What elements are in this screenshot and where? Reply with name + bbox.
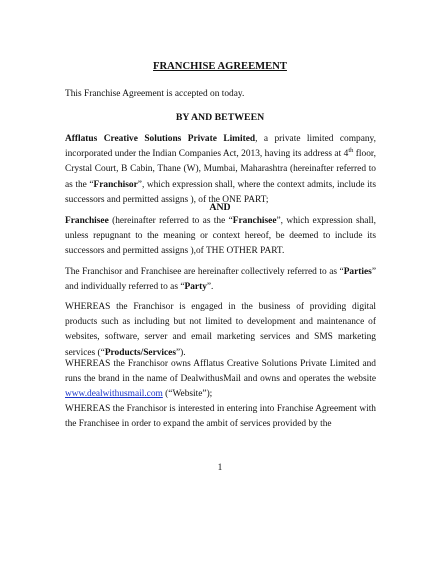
parties-paragraph: The Franchisor and Franchisee are hereinafter collectively referred to as “Parties” and individually referred to as “Party”.	[65, 267, 376, 293]
and-heading: AND	[209, 202, 231, 213]
by-and-between-heading: BY AND BETWEEN	[175, 112, 265, 123]
whereas-paragraph-1: WHEREAS the Franchisor is engaged in the business of providing digital products such as including but not limited to development and maintenance of websites, software, server and email marketing services and SMS marketing services (“Products/Services”).	[65, 302, 376, 358]
franchisee-term: Franchisee	[232, 216, 277, 226]
products-services-term: Products/Services	[104, 347, 176, 358]
intro-line: This Franchise Agreement is accepted on today.	[65, 89, 245, 99]
franchisee-paragraph: Franchisee (hereinafter referred to as the “Franchisee”, which expression shall, unless repugnant to the meaning or context hereof, be deemed to include its successors and permitted assigns ),of THE OTHER PART.	[65, 216, 377, 257]
website-link[interactable]: www.dealwithusmail.com	[65, 389, 163, 400]
superscript-th: th	[348, 147, 354, 155]
franchisor-term: Franchisor	[93, 179, 138, 190]
franchisee-name: Franchisee	[65, 216, 109, 226]
page-number: 1	[217, 463, 223, 473]
document-title: FRANCHISE AGREEMENT	[153, 61, 287, 72]
whereas-paragraph-3: WHEREAS the Franchisor is interested in entering into Franchise Agreement with the Franchisee in order to expand the ambit of services provided by the	[65, 404, 376, 430]
parties-term: Parties	[343, 267, 372, 277]
party-term: Party	[184, 282, 207, 293]
whereas-paragraph-2: WHEREAS the Franchisor owns Afflatus Creative Solutions Private Limited and runs the brand in the name of DealwithusMail and owns and operates the website www.dealwithusmail.com (“Website”);	[65, 359, 376, 400]
franchisor-paragraph: Afflatus Creative Solutions Private Limited, a private limited company, incorporated under the Indian Companies Act, 2013, having its address at 4th floor, Crystal Court, B Cabin, Thane (W), Mumbai, Maharashtra (hereinafter referred to as the “Franchisor”, which expression shall, where the context admits, include its successors and permitted assigns ), of the ONE PART;	[65, 134, 376, 205]
franchisor-name: Afflatus Creative Solutions Private Limited	[65, 134, 256, 144]
